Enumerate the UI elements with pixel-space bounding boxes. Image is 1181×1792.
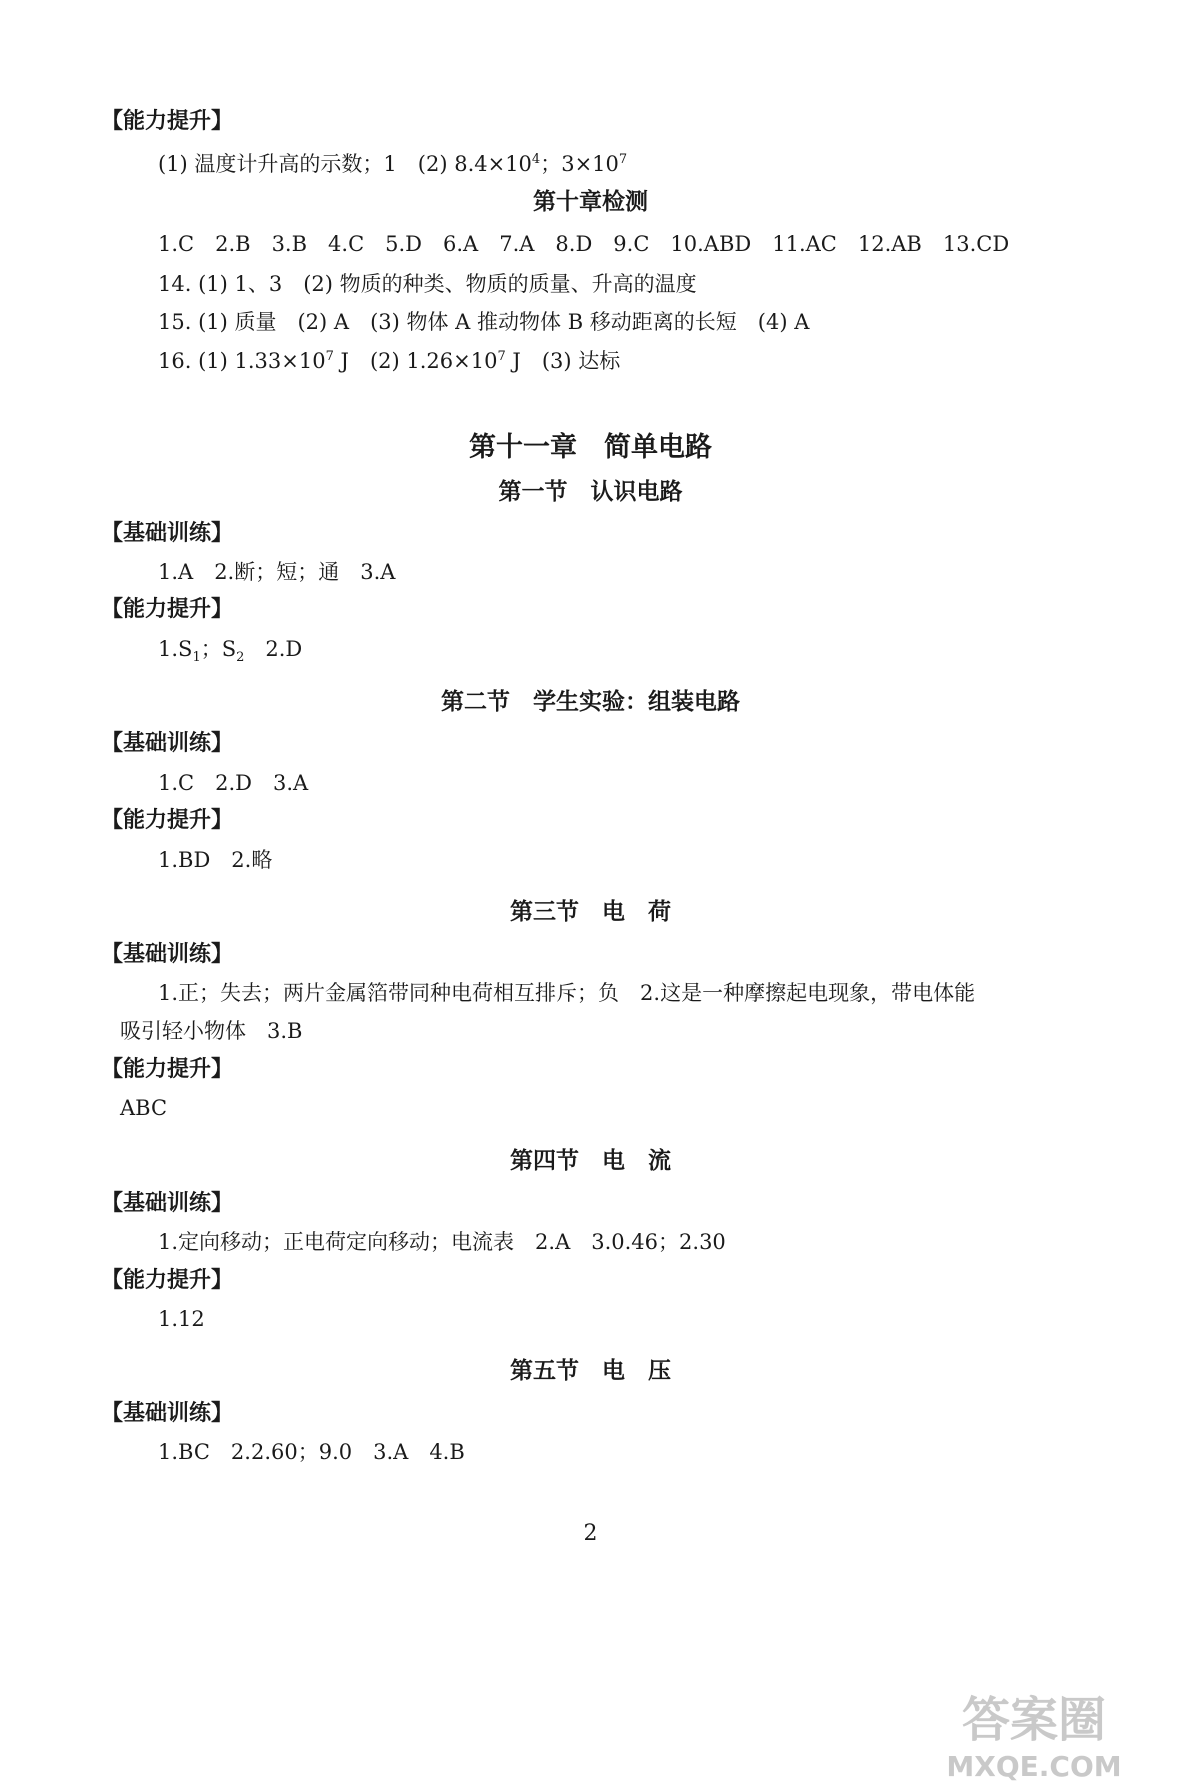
watermark-logo [899, 1676, 1169, 1786]
answer-line: 1.定向移动；正电荷定向移动；电流表 2.A 3.0.46；2.30 [158, 1230, 726, 1254]
answer-line: (1) 温度计升高的示数；1 (2) $8.4\times 10^4$；$3\times 10^7$ [158, 152, 628, 176]
watermark-url: MXQE.COM [946, 1750, 1122, 1783]
answer-line: 1.A 2.断；短；通 3.A [158, 560, 396, 584]
section-title: 第三节 电 荷 [510, 899, 671, 925]
watermark-text: 答案圈 [961, 1692, 1107, 1748]
chapter-title: 第十一章 简单电路 [469, 432, 712, 463]
section-tag: 【基础训练】 [101, 942, 234, 967]
section-tag: 【能力提升】 [101, 1268, 234, 1293]
answer-line: 1.正；失去；两片金属箔带同种电荷相互排斥；负 2.这是一种摩擦起电现象，带电体能 [158, 981, 976, 1005]
answer-line-continued: 吸引轻小物体 3.B [120, 1019, 303, 1043]
answer-line: 15. (1) 质量 (2) A (3) 物体 A 推动物体 B 移动距离的长短 (4) A [158, 310, 810, 334]
section-tag: 【能力提升】 [101, 808, 234, 833]
answer-line: ABC [120, 1096, 168, 1120]
section-tag: 【基础训练】 [101, 521, 234, 546]
section-title: 第四节 电 流 [510, 1148, 671, 1174]
section-tag: 【基础训练】 [101, 1401, 234, 1426]
section-tag: 【能力提升】 [101, 597, 234, 622]
section-tag: 【能力提升】 [101, 109, 234, 134]
section-title: 第五节 电 压 [510, 1358, 671, 1384]
answer-line: $1.S_1$；$S_2$ 2.D [158, 637, 303, 666]
answer-line: 1.BD 2.略 [158, 848, 273, 872]
page-number: 2 [583, 1521, 598, 1546]
answer-line: 14. (1) 1、3 (2) 物质的种类、物质的质量、升高的温度 [158, 272, 697, 296]
section-title: 第十章检测 [533, 189, 648, 215]
answer-line: 1.12 [158, 1307, 205, 1331]
section-tag: 【基础训练】 [101, 1191, 234, 1216]
section-title: 第二节 学生实验：组装电路 [441, 689, 740, 715]
answer-line: 1.BC 2.2.60；9.0 3.A 4.B [158, 1440, 465, 1464]
section-title: 第一节 认识电路 [498, 479, 683, 505]
answer-line: 16. (1) $1.33\times 10^7$ J (2) $1.26\times 10^7$ J (3) 达标 [158, 349, 621, 373]
answer-line: 1.C 2.B 3.B 4.C 5.D 6.A 7.A 8.D 9.C 10.ABD 11.AC 12.AB 13.CD [158, 232, 1010, 256]
answer-line: 1.C 2.D 3.A [158, 771, 309, 795]
section-tag: 【基础训练】 [101, 731, 234, 756]
section-tag: 【能力提升】 [101, 1057, 234, 1082]
